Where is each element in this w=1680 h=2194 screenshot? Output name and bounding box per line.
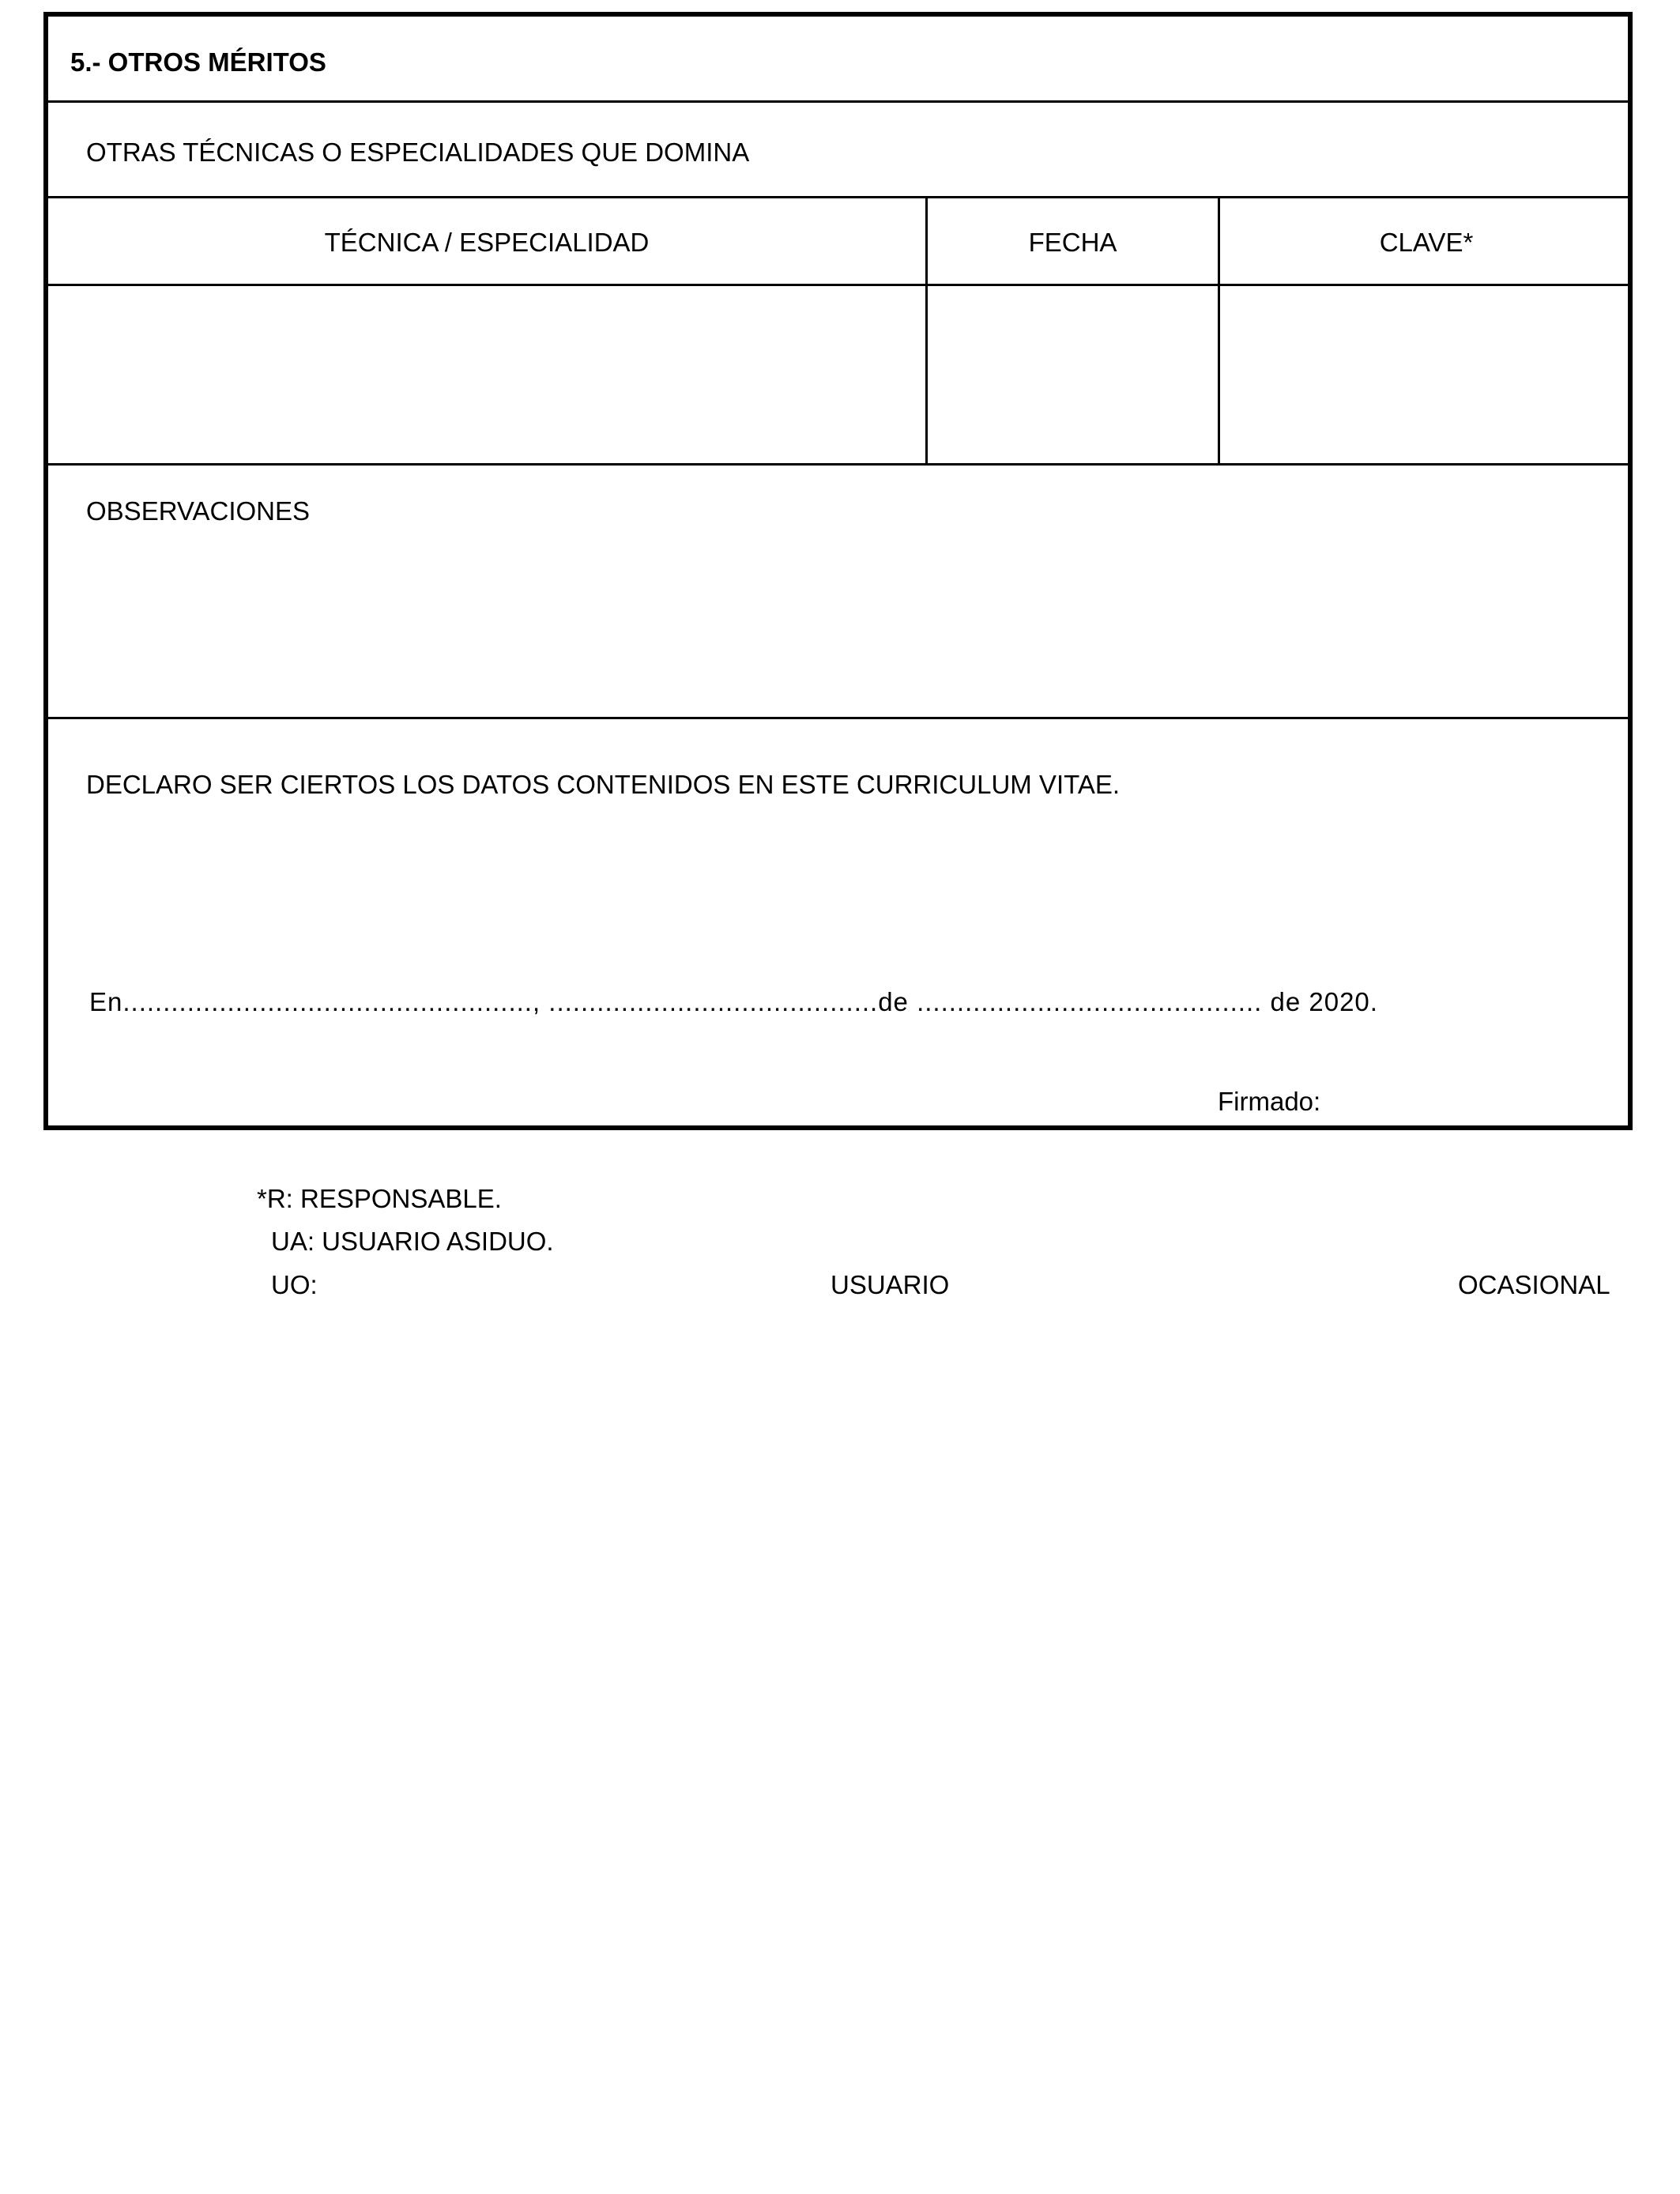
observations-label: OBSERVACIONES [86, 496, 311, 526]
divider [48, 463, 1628, 466]
column-divider [925, 196, 928, 463]
divider [48, 284, 1628, 286]
legend-responsible: *R: RESPONSABLE. [257, 1184, 502, 1213]
declaration-statement: DECLARO SER CIERTOS LOS DATOS CONTENIDOS EN ESTE CURRICULUM VITAE. [86, 770, 1121, 799]
legend-occasional-word-user: USUARIO [831, 1270, 950, 1299]
legend-occasional-word-occasional: OCASIONAL [1458, 1270, 1610, 1299]
legend-occasional-code: UO: [271, 1270, 318, 1299]
signed-label: Firmado: [1218, 1087, 1321, 1116]
section-title: 5.- OTROS MÉRITOS [70, 47, 326, 77]
column-header-date: FECHA [1028, 228, 1117, 257]
divider [48, 100, 1628, 103]
divider [48, 196, 1628, 198]
divider [48, 717, 1628, 719]
other-merits-form [43, 12, 1633, 1130]
column-header-key: CLAVE* [1379, 228, 1474, 257]
place-date-line[interactable]: En..................................................., .........................................de ........................................... de 2020. [89, 987, 1378, 1016]
column-header-technique: TÉCNICA / ESPECIALIDAD [324, 228, 650, 257]
column-divider [1218, 196, 1220, 463]
legend-frequent-user: UA: USUARIO ASIDUO. [271, 1227, 554, 1256]
techniques-heading: OTRAS TÉCNICAS O ESPECIALIDADES QUE DOMINA [86, 138, 750, 167]
